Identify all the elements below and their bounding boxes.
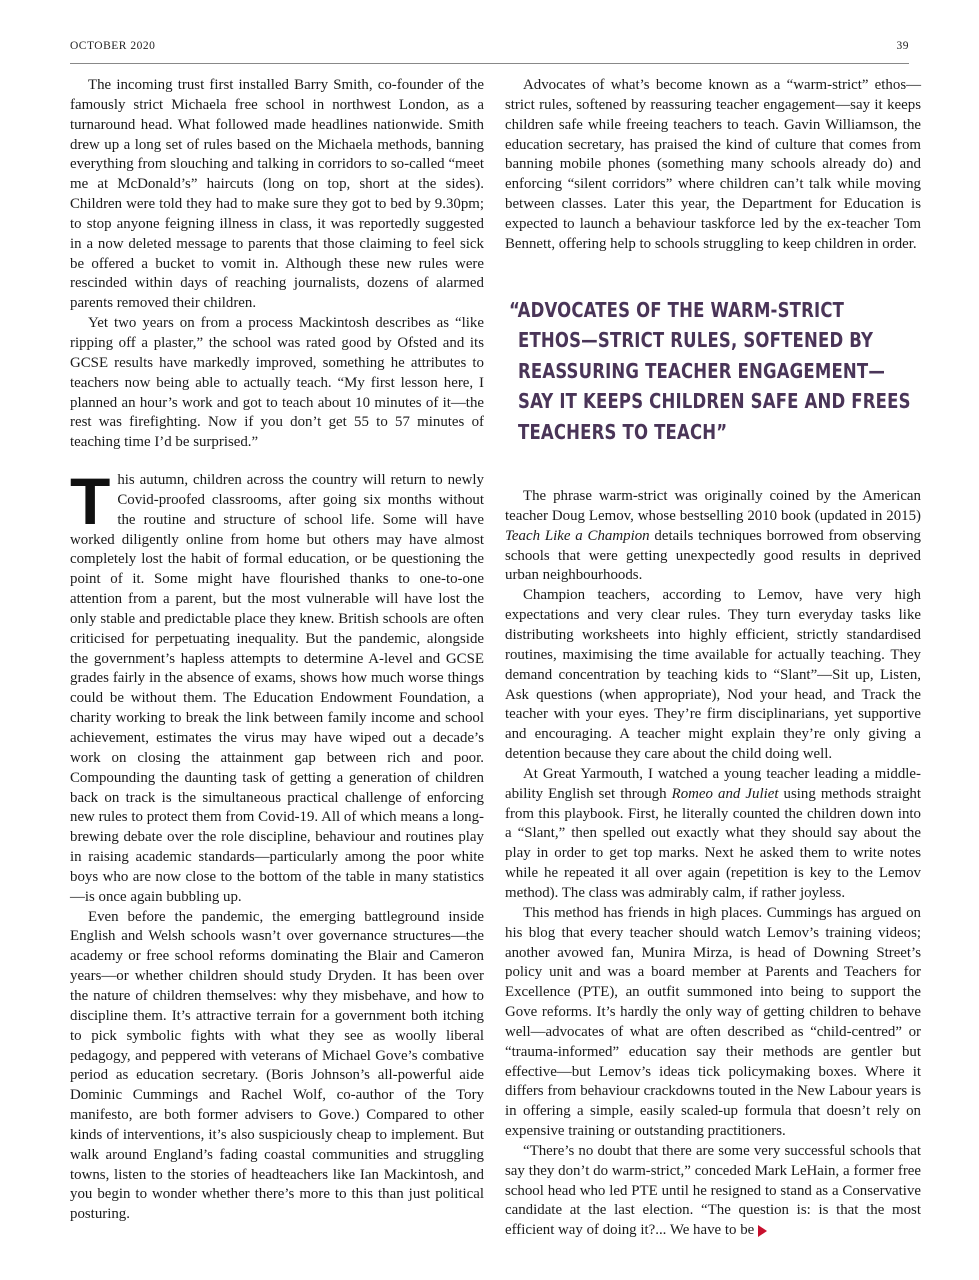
right-column xyxy=(505,76,921,1241)
body-paragraph: Advocates of what’s become known as a “warm-strict” ethos—strict rules, softened by reassuring teacher engagement—say it keeps children safe while freeing teachers to teach. Gavin Williamson, the education secretary, has praised the kind of culture that comes from banning mobile phones (something many schools already do) and enforcing “silent corridors” where children can’t talk while moving between classes. Later this year, the Department for Education is expected to launch a behaviour taskforce led by the ex-teacher Tom Bennett, offering help to schools struggling to keep children in order. xyxy=(505,77,921,252)
text-run: details techniques borrowed from observing schools that were getting unexpectedly good results in deprived urban neighbourhoods. xyxy=(505,527,921,584)
pull-quote-line: SAY IT KEEPS CHILDREN SAFE AND FREES xyxy=(518,389,911,414)
left-column xyxy=(70,76,484,1225)
body-paragraph: Champion teachers, according to Lemov, have very high expectations and very clear rules. They turn everyday tasks like distributing worksheets into highly efficient, strictly standardised routines, maximising the time available for actually teaching. They demand concentration by teaching kids to “Slant”—Sit up, Listen, Ask questions (when appropriate), Nod your head, and Track the teacher with your eyes. They’re firm disciplinarians, yet supportive and encouraging. A teacher might explain they’re only giving a detention because they care about the child doing well. xyxy=(505,587,921,763)
text-run: At Great Yarmouth, I watched a young teacher leading a middle-ability English set through xyxy=(505,765,921,802)
body-paragraph xyxy=(505,765,921,904)
body-paragraph: Yet two years on from a process Mackintosh describes as “like ripping off a plaster,” the school was rated good by Ofsted and its GCSE results have markedly improved, something he attributes to teachers now being able to actually teach. “My first lesson here, I planned an hour’s work and got to teach about 10 minutes of it—the rest was firefighting. Now if you don’t get 55 to 57 minutes of teaching time I’d be surprised.” xyxy=(70,315,484,451)
drop-cap: T xyxy=(70,464,111,539)
body-paragraph xyxy=(505,487,921,586)
continued-arrow-icon xyxy=(758,1225,767,1237)
pull-quote-line: TEACHERS TO TEACH” xyxy=(518,419,728,444)
body-paragraph: The incoming trust first installed Barry Smith, co-founder of the famously strict Michaela free school in northwest London, as a turnaround head. What followed made headlines nationwide. Smith drew up a long set of rules based on the Michaela methods, banning everything from slouching and talking in corridors to so-called “meet me at McDonald’s” haircuts (long on top, short at the sides). Children were told they had to make sure they got to bed by 9.30pm; to stop anyone feigning illness in class, it was reportedly suggested in a now deleted message to parents that those claiming to feel sick be offered a bucket to vomit in. Although these new rules were rescinded within days of reaching journalists, dozens of alarmed parents removed their children. xyxy=(70,77,484,312)
header-rule xyxy=(70,63,909,64)
page-number: 39 xyxy=(896,40,909,52)
text-run: The phrase warm-strict was originally coined by the American teacher Doug Lemov, whose bestselling 2010 book (updated in 2015) xyxy=(505,488,921,524)
play-title: Romeo and Juliet xyxy=(671,785,779,802)
body-paragraph: Even before the pandemic, the emerging battleground inside English and Welsh schools wasn’t over governance structures—the academy or free school reforms dominating the Blair and Cameron years—or whether children should study Dryden. It has been over the nature of children themselves: why they misbehave, and how to discipline them. It’s attractive terrain for a government both itching to pick symbolic fights with what they see as woolly liberal pedagogy, and peppered with veterans of Michael Gove’s combative period as education secretary. (Boris Johnson’s all-powerful aide Dominic Cummings and Rachel Wolf, co-author of the Tory manifesto, are both former advisers to Gove.) Compared to other kinds of interventions, it’s also suspiciously cheap to implement. But walk around England’s fading coastal communities and struggling towns, listen to the stories of headteachers like Ian Mackintosh, and you begin to wonder whether there’s more to this than just political posturing. xyxy=(70,908,484,1223)
body-paragraph-dropcap xyxy=(70,464,484,908)
text-run: “There’s no doubt that there are some very successful schools that say they don’t do warm-strict,” conceded Mark LeHain, a former free school head who led PTE until he resigned to stand as a Conservative candidate at the last election. “The question is: is that the most efficient way of doing it?... We have to be xyxy=(505,1142,921,1239)
issue-date: OCTOBER 2020 xyxy=(70,40,156,52)
body-paragraph-continued xyxy=(505,1142,921,1241)
body-paragraph: This method has friends in high places. Cummings has argued on his blog that every teacher should watch Lemov’s training videos; another avowed fan, Munira Mirza, is head of Downing Street’s policy unit and was a board member at Parents and Teachers for Excellence (PTE), an outfit summoned into being to support the Gove reforms. It’s hardly the only way of getting children to behave well—advocates of what are often described as “child-centred” or “trauma-informed” education say their methods are gentler but effective—but Lemov’s ideas tick policymaking boxes. Where it differs from behaviour crackdowns touted in the New Labour years is in offering a simple, easily scaled-up formula that doesn’t rely on expensive training or outstanding practitioners. xyxy=(505,904,921,1140)
pull-quote-line: “ADVOCATES OF THE WARM-STRICT xyxy=(509,297,845,322)
pull-quote-line: ETHOS—STRICT RULES, SOFTENED BY xyxy=(518,328,874,353)
pull-quote xyxy=(509,295,914,448)
text-run: using methods straight from this playbook. First, he literally counted the children down into a “Slant,” then spelled out exactly what they should say about the play in order to get top marks. Next he asked them to write notes while he repeated it all over again (repetition is key to the Lemov method). The class was admirably calm, if rather joyless. xyxy=(505,785,921,901)
dropcap-paragraph-text: his autumn, children across the country will return to newly Covid-proofed classrooms, after going six months without the routine and structure of school life. Some will have worked diligently online from home but others may have almost completely lost the habit of formal education, or be questioning the point of it. Some might have flourished thanks to one-to-one attention from a parent, but the most vulnerable will have lost the only stable and predictable place they knew. British schools are often criticised for perpetuating inequality. But the pandemic, alongside the government’s hapless attempts to determine A-level and GCSE grades fairly in the absence of exams, shows how much worse things could be without them. The Education Endowment Foundation, a charity working to break the link between family income and school achievement, estimates the virus may have wiped out a decade’s work on closing the attainment gap between rich and poor. Compounding the daunting task of getting a generation of children back on track is the simultaneous practical challenge of enforcing new rules to protect them from Covid-19. All of which means a long-brewing debate over the role discipline, behaviour and routines play in raising academic standards—particularly among the poor white boys who are now close to the bottom of the table in many statistics—is once again bubbling up. xyxy=(70,472,484,905)
book-title: Teach Like a Champion xyxy=(505,527,650,544)
pull-quote-line: REASSURING TEACHER ENGAGEMENT— xyxy=(518,358,886,383)
